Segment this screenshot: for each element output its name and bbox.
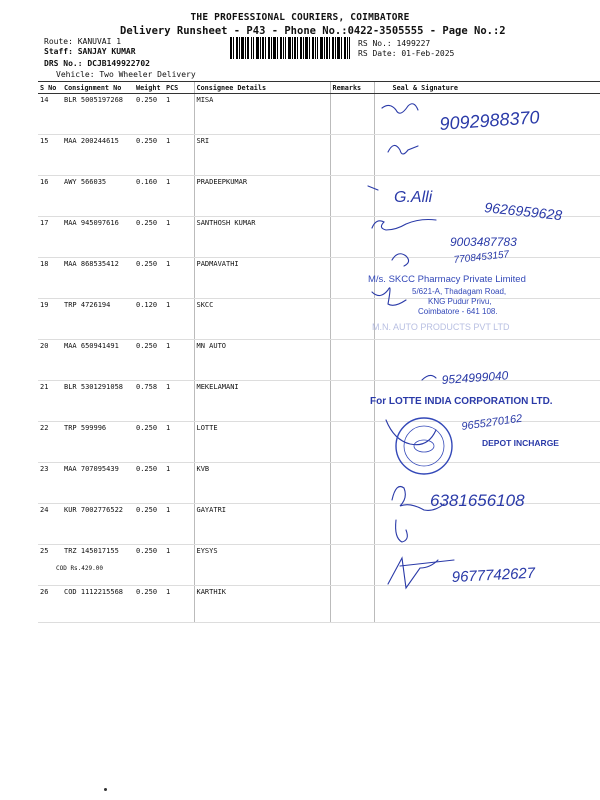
column-header-sno: S No bbox=[38, 82, 62, 94]
signature-cell bbox=[374, 217, 600, 258]
pcs-cell: 1 bbox=[164, 545, 194, 586]
sno-cell: 19 bbox=[38, 299, 62, 340]
remarks-cell bbox=[330, 94, 374, 135]
weight-cell: 0.250 bbox=[134, 94, 164, 135]
weight-cell: 0.250 bbox=[134, 463, 164, 504]
consignee-cell: SRI bbox=[194, 135, 330, 176]
sno-cell: 14 bbox=[38, 94, 62, 135]
weight-cell: 0.250 bbox=[134, 422, 164, 463]
sno-cell: 25 bbox=[38, 545, 62, 586]
handwritten-phone: 9655270162 bbox=[460, 412, 524, 433]
consignee-cell: EYSYS bbox=[194, 545, 330, 586]
signature-cell bbox=[374, 94, 600, 135]
consignment-cell: TRZ 145017155 bbox=[62, 545, 134, 586]
handwritten-phone: 6381656108 bbox=[430, 491, 525, 510]
remarks-cell bbox=[330, 135, 374, 176]
signature-cell bbox=[374, 340, 600, 381]
remarks-cell bbox=[330, 258, 374, 299]
table-row bbox=[38, 463, 600, 504]
rs-number: RS No.: 1499227 bbox=[358, 39, 431, 48]
remarks-cell bbox=[330, 504, 374, 545]
cod-amount-note: COD Rs.429.00 bbox=[56, 565, 103, 572]
signature-cell bbox=[374, 422, 600, 463]
consignee-cell: GAYATRI bbox=[194, 504, 330, 545]
sno-cell: 26 bbox=[38, 586, 62, 623]
pcs-cell: 1 bbox=[164, 176, 194, 217]
handwritten-phone: 9524999040 bbox=[441, 368, 509, 387]
skcc-stamp-line: KNG Pudur Privu, bbox=[428, 297, 492, 306]
pcs-cell: 1 bbox=[164, 135, 194, 176]
consignment-cell: MAA 200244615 bbox=[62, 135, 134, 176]
runsheet-title: Delivery Runsheet - P43 - Phone No.:0422-3505555 - Page No.:2 bbox=[120, 25, 506, 37]
remarks-cell bbox=[330, 586, 374, 623]
barcode-image bbox=[230, 37, 350, 59]
weight-cell: 0.250 bbox=[134, 135, 164, 176]
remarks-cell bbox=[330, 422, 374, 463]
table-row bbox=[38, 381, 600, 422]
column-header-remarks: Remarks bbox=[330, 82, 374, 94]
mn-auto-stamp: M.N. AUTO PRODUCTS PVT LTD bbox=[372, 322, 510, 332]
weight-cell: 0.250 bbox=[134, 217, 164, 258]
table-row bbox=[38, 217, 600, 258]
table-row bbox=[38, 258, 600, 299]
pcs-cell: 1 bbox=[164, 504, 194, 545]
pcs-cell: 1 bbox=[164, 94, 194, 135]
column-header-weight: Weight bbox=[134, 82, 164, 94]
sno-cell: 18 bbox=[38, 258, 62, 299]
handwritten-name: G.Alli bbox=[394, 189, 433, 206]
signature-cell bbox=[374, 586, 600, 623]
signature-cell bbox=[374, 381, 600, 422]
drs-number: DRS No.: DCJB149922702 bbox=[44, 59, 150, 68]
table-row bbox=[38, 299, 600, 340]
weight-cell: 0.120 bbox=[134, 299, 164, 340]
sno-cell: 21 bbox=[38, 381, 62, 422]
table-header-row bbox=[38, 82, 600, 94]
weight-cell: 0.250 bbox=[134, 340, 164, 381]
table-row bbox=[38, 135, 600, 176]
column-header-pcs: PCS bbox=[164, 82, 194, 94]
weight-cell: 0.250 bbox=[134, 504, 164, 545]
consignee-cell: SANTHOSH KUMAR bbox=[194, 217, 330, 258]
weight-cell: 0.250 bbox=[134, 586, 164, 623]
lotte-stamp-role: DEPOT INCHARGE bbox=[482, 438, 559, 448]
route-label: Route: KANUVAI 1 bbox=[44, 37, 122, 46]
handwritten-phone: 9092988370 bbox=[438, 107, 541, 134]
consignee-cell: MISA bbox=[194, 94, 330, 135]
consignment-cell: BLR 5301291058 bbox=[62, 381, 134, 422]
weight-cell: 0.160 bbox=[134, 176, 164, 217]
pcs-cell: 1 bbox=[164, 586, 194, 623]
remarks-cell bbox=[330, 299, 374, 340]
consignment-cell: COD 1112215568 bbox=[62, 586, 134, 623]
pcs-cell: 1 bbox=[164, 422, 194, 463]
consignment-cell: TRP 599996 bbox=[62, 422, 134, 463]
lotte-stamp-company: For LOTTE INDIA CORPORATION LTD. bbox=[370, 396, 553, 407]
consignee-cell: MEKELAMANI bbox=[194, 381, 330, 422]
sno-cell: 15 bbox=[38, 135, 62, 176]
staff-label: Staff: SANJAY KUMAR bbox=[44, 47, 136, 56]
consignment-cell: BLR 5005197268 bbox=[62, 94, 134, 135]
remarks-cell bbox=[330, 545, 374, 586]
sno-cell: 23 bbox=[38, 463, 62, 504]
consignee-cell: LOTTE bbox=[194, 422, 330, 463]
column-header-signature: Seal & Signature bbox=[374, 82, 600, 94]
pcs-cell: 1 bbox=[164, 217, 194, 258]
table-row bbox=[38, 586, 600, 623]
skcc-stamp-line: M/s. SKCC Pharmacy Private Limited bbox=[368, 274, 526, 285]
handwritten-phone: 9003487783 bbox=[450, 235, 517, 249]
table-row bbox=[38, 422, 600, 463]
consignee-cell: MN AUTO bbox=[194, 340, 330, 381]
remarks-cell bbox=[330, 340, 374, 381]
consignment-cell: TRP 4726194 bbox=[62, 299, 134, 340]
column-header-consignment: Consignment No bbox=[62, 82, 134, 94]
company-name: THE PROFESSIONAL COURIERS, COIMBATORE bbox=[190, 12, 410, 23]
remarks-cell bbox=[330, 217, 374, 258]
remarks-cell bbox=[330, 381, 374, 422]
consignee-cell: PRADEEPKUMAR bbox=[194, 176, 330, 217]
column-header-consignee: Consignee Details bbox=[194, 82, 330, 94]
consignment-cell: KUR 7002776522 bbox=[62, 504, 134, 545]
consignment-cell: MAA 945097616 bbox=[62, 217, 134, 258]
consignee-cell: KARTHIK bbox=[194, 586, 330, 623]
handwritten-phone: 7708453157 bbox=[453, 249, 510, 266]
consignee-cell: SKCC bbox=[194, 299, 330, 340]
signature-cell bbox=[374, 545, 600, 586]
consignment-cell: MAA 868535412 bbox=[62, 258, 134, 299]
table-row bbox=[38, 340, 600, 381]
handwritten-phone: 9626959628 bbox=[483, 199, 563, 224]
sno-cell: 20 bbox=[38, 340, 62, 381]
remarks-cell bbox=[330, 176, 374, 217]
pcs-cell: 1 bbox=[164, 340, 194, 381]
sno-cell: 17 bbox=[38, 217, 62, 258]
rs-date: RS Date: 01-Feb-2025 bbox=[358, 49, 455, 58]
runsheet-table bbox=[38, 81, 600, 623]
consignment-cell: MAA 650941491 bbox=[62, 340, 134, 381]
table-row bbox=[38, 545, 600, 586]
signature-cell bbox=[374, 258, 600, 299]
weight-cell: 0.250 bbox=[134, 545, 164, 586]
consignee-cell: PADMAVATHI bbox=[194, 258, 330, 299]
remarks-cell bbox=[330, 463, 374, 504]
pcs-cell: 1 bbox=[164, 463, 194, 504]
pcs-cell: 1 bbox=[164, 299, 194, 340]
weight-cell: 0.250 bbox=[134, 258, 164, 299]
sno-cell: 16 bbox=[38, 176, 62, 217]
consignee-cell: KVB bbox=[194, 463, 330, 504]
scan-speck bbox=[104, 788, 107, 791]
signature-cell bbox=[374, 299, 600, 340]
signature-cell bbox=[374, 135, 600, 176]
handwritten-phone: 9677742627 bbox=[451, 564, 536, 586]
table-row bbox=[38, 176, 600, 217]
pcs-cell: 1 bbox=[164, 258, 194, 299]
pcs-cell: 1 bbox=[164, 381, 194, 422]
sno-cell: 22 bbox=[38, 422, 62, 463]
consignment-cell: MAA 707095439 bbox=[62, 463, 134, 504]
weight-cell: 0.758 bbox=[134, 381, 164, 422]
signature-cell bbox=[374, 504, 600, 545]
consignment-cell: AWY 566035 bbox=[62, 176, 134, 217]
skcc-stamp-line: Coimbatore - 641 108. bbox=[418, 307, 498, 316]
sno-cell: 24 bbox=[38, 504, 62, 545]
table-row bbox=[38, 94, 600, 135]
signature-cell bbox=[374, 463, 600, 504]
signature-cell bbox=[374, 176, 600, 217]
vehicle-label: Vehicle: Two Wheeler Delivery bbox=[56, 70, 196, 79]
table-row bbox=[38, 504, 600, 545]
skcc-stamp-line: 5/621-A, Thadagam Road, bbox=[412, 287, 507, 296]
